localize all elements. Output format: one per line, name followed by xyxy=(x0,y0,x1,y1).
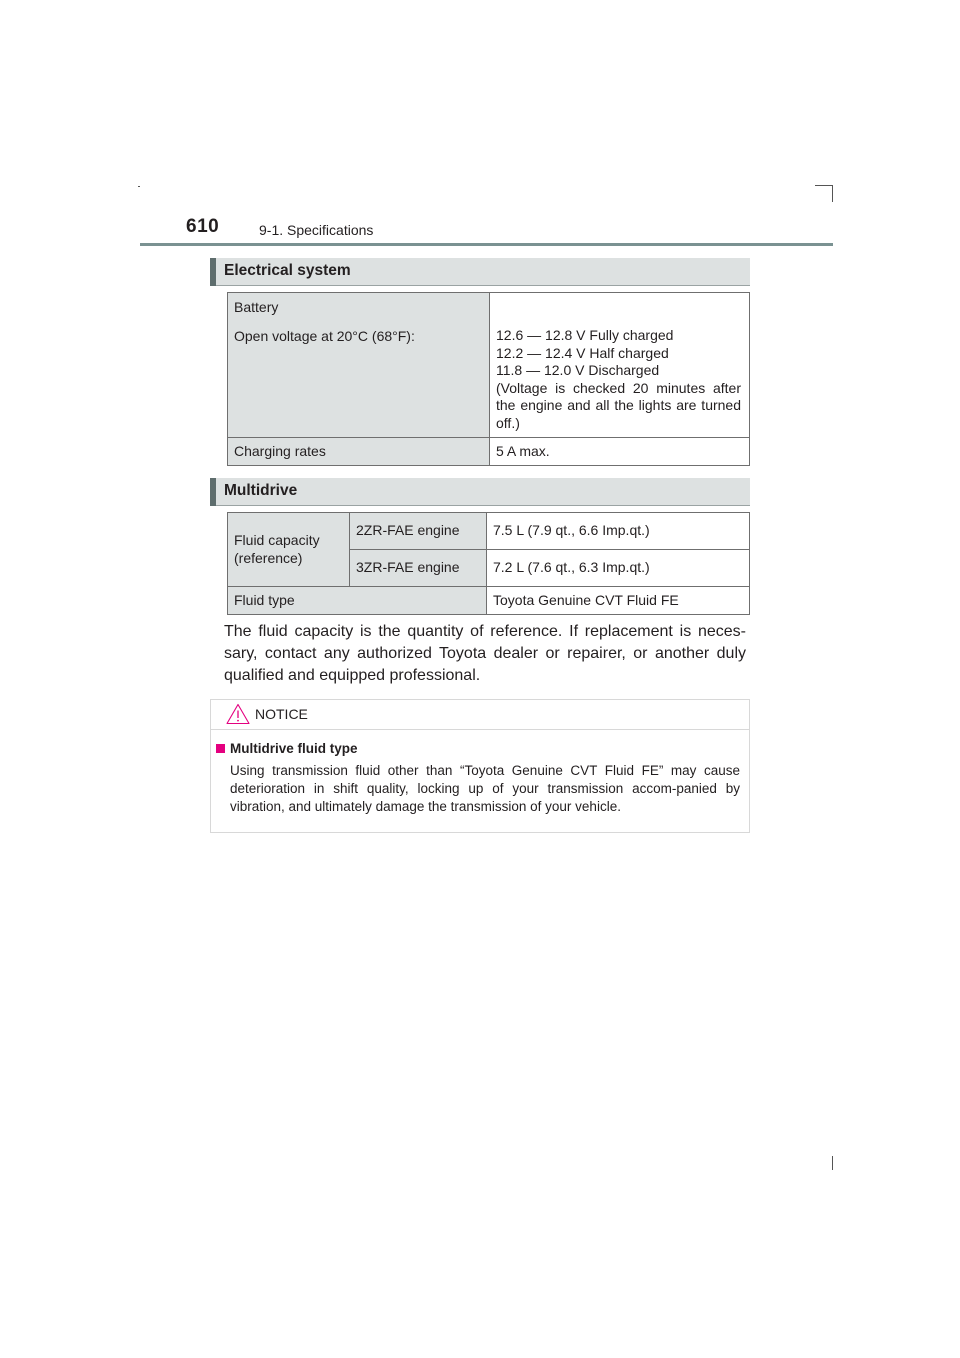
table-row xyxy=(228,513,750,550)
battery-label-cell xyxy=(228,293,490,438)
notice-label: NOTICE xyxy=(255,706,308,722)
electrical-system-heading xyxy=(210,258,750,286)
voltage-line: 11.8 — 12.0 V Discharged xyxy=(496,362,660,378)
crop-mark xyxy=(832,1156,833,1170)
engine-label: 2ZR-FAE engine xyxy=(350,513,487,550)
charging-value: 5 A max. xyxy=(490,438,750,466)
crop-mark xyxy=(815,185,833,186)
crop-mark xyxy=(138,186,140,187)
battery-label: Battery xyxy=(234,299,279,315)
section-title: 9-1. Specifications xyxy=(259,222,374,238)
heading-bar xyxy=(210,478,216,506)
charging-label: Charging rates xyxy=(228,438,490,466)
heading-title: Multidrive xyxy=(224,482,298,499)
notice-box xyxy=(210,699,750,833)
battery-row xyxy=(228,293,750,438)
battery-value-cell xyxy=(490,293,750,438)
electrical-table xyxy=(227,292,750,466)
voltage-line: 12.2 — 12.4 V Half charged xyxy=(496,344,669,361)
fluid-capacity-value: 7.5 L (7.9 qt., 6.6 Imp.qt.) xyxy=(487,513,750,550)
fluid-capacity-label: Fluid capacity (reference) xyxy=(228,513,350,587)
multidrive-heading xyxy=(210,478,750,506)
open-voltage-label: Open voltage at 20°C (68°F): xyxy=(234,327,415,344)
fluid-capacity-value: 7.2 L (7.6 qt., 6.3 Imp.qt.) xyxy=(487,550,750,587)
heading-bar xyxy=(210,258,216,286)
page-number: 610 xyxy=(186,216,220,237)
engine-label: 3ZR-FAE engine xyxy=(350,550,487,587)
notice-header xyxy=(211,700,749,730)
fluid-type-label: Fluid type xyxy=(228,587,487,615)
heading-title: Electrical system xyxy=(224,262,351,279)
voltage-line: 12.6 — 12.8 V Fully charged xyxy=(496,327,674,343)
multidrive-table xyxy=(227,512,750,615)
notice-item-title xyxy=(216,741,358,756)
header-rule xyxy=(140,243,833,246)
warning-triangle-icon xyxy=(226,703,250,725)
fluid-type-value: Toyota Genuine CVT Fluid FE xyxy=(487,587,750,615)
square-bullet-icon xyxy=(216,744,225,753)
voltage-note: (Voltage is checked 20 minutes after the engine and all the lights are turned off.) xyxy=(496,379,741,431)
crop-mark xyxy=(832,185,833,202)
charging-row xyxy=(228,438,750,466)
fluid-capacity-note: The fluid capacity is the quantity of reference. If replacement is neces-sary, contact any authorized Toyota dealer or repairer, or another duly qualified and equipped professional. xyxy=(224,623,746,684)
notice-item-title-text: Multidrive fluid type xyxy=(230,741,358,756)
notice-text: Using transmission fluid other than “Toyota Genuine CVT Fluid FE” may cause deterioration in shift quality, locking up of your transmission accom-panied by vibration, and ultimately damage the transmission of your vehicle. xyxy=(230,763,740,814)
table-row xyxy=(228,587,750,615)
